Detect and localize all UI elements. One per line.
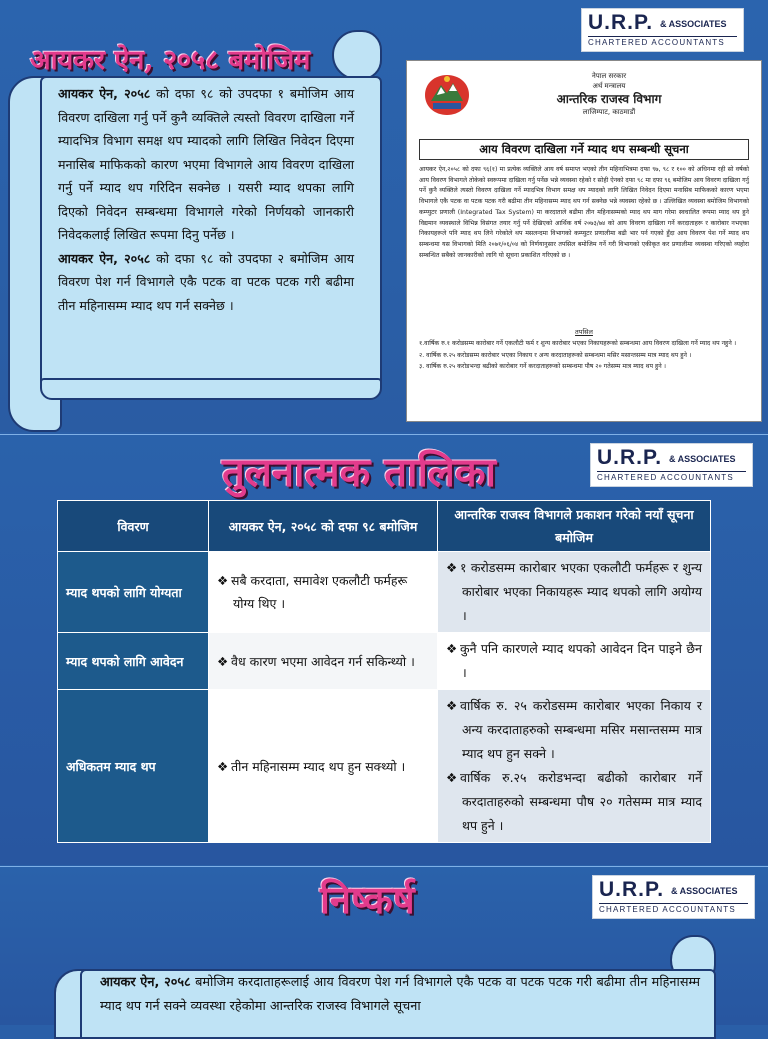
act-cell: ❖ सबै करदाता, समावेश एकलौटी फर्महरू योग्य थिए ।	[209, 552, 438, 633]
notice-gov: नेपाल सरकार	[591, 72, 627, 80]
diamond-bullet-icon: ❖	[446, 641, 458, 656]
urp-logo: U.R.P. & ASSOCIATES CHARTERED ACCOUNTANTS	[590, 443, 753, 487]
act-cell: ❖ वैध कारण भएमा आवेदन गर्न सकिन्थ्यो ।	[209, 633, 438, 690]
logo-sub: CHARTERED ACCOUNTANTS	[588, 36, 737, 47]
scroll-para-1: आयकर ऐन, २०५८ को दफा ९८ को उपदफा १ बमोजिम आय विवरण दाखिला गर्नु पर्ने कुनै व्यक्तिले त्यस्तो विवरण दाखिला गर्ने म्यादभित्र विभाग समक्ष थप म्यादको लागि लिखित निवेदन दिएमा मनासिब माफिकको कारण भएमा विभागले आय विवरण दाखिला गर्नु पर्ने म्याद थप गरिदिन सक्नेछ । यसरी म्याद थपका लागि दिएको निवेदन सम्बन्धमा विभागले गरेको निर्णयको जानकारी निवेदकलाई लिखित रूपमा दिनु पर्नेछ ।	[58, 86, 354, 242]
notice-title: आय विवरण दाखिला गर्ने म्याद थप सम्बन्धी सूचना	[419, 139, 749, 160]
notice-cell: ❖ कुनै पनि कारणले म्याद थपको आवेदन दिन पाइने छैन ।	[438, 633, 711, 690]
section1-heading: आयकर ऐन, २०५८ बमोजिम	[30, 45, 311, 76]
row-label: म्याद थपको लागि आवेदन	[58, 633, 209, 690]
table-row	[58, 633, 711, 690]
table-row	[58, 690, 711, 843]
table-row	[58, 552, 711, 633]
scroll-para-2: आयकर ऐन, २०५८ को दफा ९८ को उपदफा २ बमोजिम आय विवरण पेश गर्न विभागले एकै पटक वा पटक पटक गरी बढीमा तीन महिनासम्म म्याद थप गर्न सक्नेछ ।	[58, 250, 354, 313]
scroll-roll-bottom	[40, 378, 382, 400]
ird-notice-image	[406, 60, 762, 422]
urp-logo	[581, 8, 744, 52]
section2-heading: तुलनात्मक तालिका	[222, 449, 497, 496]
section-income-tax-act	[0, 0, 768, 432]
logo-amp: & ASSOCIATES	[659, 19, 727, 29]
notice-point: १.वार्षिक रु.१ करोडसम्म कारोबार गर्ने एकलौटी फर्म र शुन्य कारोबार भएका निकायहरूको सम्बन्धमा आय विवरण दाखिला गर्ने म्याद थप नहुने ।	[419, 340, 737, 347]
notice-place: लाजिम्पाट, काठमाडौं	[582, 108, 636, 116]
notice-cell: ❖ वार्षिक रु. २५ करोडसम्म कारोबार भएका निकाय र अन्य करदाताहरुको सम्बन्धमा मसिर मसान्तसम्म मात्र म्याद थप हुन सक्ने । ❖ वार्षिक रु.२५ करोडभन्दा बढीको कारोबार गर्ने करदाताहरुको सम्बन्धमा पौष २० गतेसम्म मात्र म्याद थप हुने ।	[438, 690, 711, 843]
diamond-bullet-icon: ❖	[446, 770, 458, 785]
row-label: अधिकतम म्याद थप	[58, 690, 209, 843]
diamond-bullet-icon: ❖	[217, 758, 229, 774]
col-header: आन्तरिक राजस्व विभागले प्रकाशन गरेको नयाँ सूचना बमोजिम	[438, 501, 711, 552]
col-header: विवरण	[58, 501, 209, 552]
diamond-bullet-icon: ❖	[217, 653, 229, 669]
diamond-bullet-icon: ❖	[446, 560, 458, 575]
notice-body: आयकर ऐन,२०५८ को दफा ९६(१) मा प्रत्येक व्यक्तिले आय वर्ष समाप्त भएको तीन महिनाभित्रमा दफा ९७, ९८ र १०० को अधिनमा रही सो वर्षको आय विवरण विभागले तोकेको स्वरूपमा दाखिला गर्नु पर्नेछ भन्ने व्यवस्था रहेको र सोही ऐनको दफा ९८ मा दफा ९६ बमोजिम आय विवरण दाखिला गर्नु पर्ने कुनै व्यक्तिले त्यस्तो विवरण दाखिला गर्ने म्यादभित्र विभाग समक्ष थप म्यादको लागि लिखित निवेदन दिएमा मनासिब माफिकको कारण भएमा विभागले एकै पटक वा पटक पटक गरी बढीमा तीन महिनासम्म म्याद थप गर्न सक्नेछ भन्ने व्यवस्था रहेको छ । उल्लिखित व्यवस्था बमोजिम विभागको कम्प्युटर प्रणाली (Integrated Tax System) मा करदाताले बढीमा तीन महिनासम्मको म्याद थप माग गरेमा स्वचालित रूपमा म्याद थप हुने विद्यमान व्यवस्थाले विभिन्न विसंगत तयार गर्नु पर्ने देखिएको आर्थिक वर्ष २०७३/७४ को आय विवरण दाखिला गर्ने करदाताहरू र कारोबार नभएका निकायहरूले पनि म्याद थप लिने गरेकोले थप मसलन्दमा विभागको कम्प्युटर प्रणालीमा बढी भार पर्न गएको हुँदा आय विवरण पेश गर्ने म्याद थप सम्बन्धमा यस विभागको मिति २०७१/०६/०४ को निर्णयानुसार तपसिल बमोजिम गर्ने गरी विभागको एकीकृत कर प्रणालीमा व्यवस्था गरिएको व्यहोरा सम्बन्धित सबैको जानकारीको लागि यो सूचना प्रकाशित गरिएको छ ।	[419, 166, 749, 259]
diamond-bullet-icon: ❖	[446, 698, 458, 713]
logo-name: U.R.P.	[588, 11, 654, 34]
scroll-text	[58, 82, 354, 317]
notice-tapsil: तपसिल	[575, 328, 593, 336]
act-cell: ❖ तीन महिनासम्म म्याद थप हुन सक्थ्यो ।	[209, 690, 438, 843]
section3-heading: निष्कर्ष	[320, 877, 415, 922]
notice-ministry: अर्थ मन्त्रालय	[592, 82, 626, 90]
row-label: म्याद थपको लागि योग्यता	[58, 552, 209, 633]
comparison-table	[57, 500, 711, 843]
section-conclusion	[0, 866, 768, 1025]
notice-point: ३. वार्षिक रु.२५ करोडभन्दा बढीको कारोबार गर्ने करदाताहरूको सम्बन्धमा पौष २० गतेसम्म मात्र म्याद थप हुने ।	[419, 363, 667, 370]
conclusion-text: आयकर ऐन, २०५८ बमोजिम करदाताहरूलाई आय विवरण पेश गर्न विभागले एकै पटक वा पटक पटक गरी बढीमा तीन महिनासम्म म्याद थप गर्न सक्ने व्यवस्था रहेकोमा आन्तरिक राजस्व विभागले सूचना	[100, 975, 700, 1014]
notice-cell: ❖ १ करोडसम्म कारोबार भएका एकलौटी फर्महरू र शुन्य कारोबार भएका निकायहरू म्याद थपको लागि अयोग्य ।	[438, 552, 711, 633]
col-header: आयकर ऐन, २०५८ को दफा ९८ बमोजिम	[209, 501, 438, 552]
scroll-roll-top	[332, 30, 382, 80]
urp-logo: U.R.P. & ASSOCIATES CHARTERED ACCOUNTANTS	[592, 875, 755, 919]
notice-header	[467, 71, 751, 117]
notice-department: आन्तरिक राजस्व विभाग	[556, 92, 662, 106]
diamond-bullet-icon: ❖	[217, 573, 229, 588]
notice-points	[419, 338, 749, 373]
notice-point: २. वार्षिक रु.२५ करोडसम्म कारोबार भएका निकाय र अन्य करदाताहरूको सम्बन्धमा मसिर मसान्तसम्म मात्र म्याद थप हुने ।	[419, 351, 692, 359]
table-header-row	[58, 501, 711, 552]
